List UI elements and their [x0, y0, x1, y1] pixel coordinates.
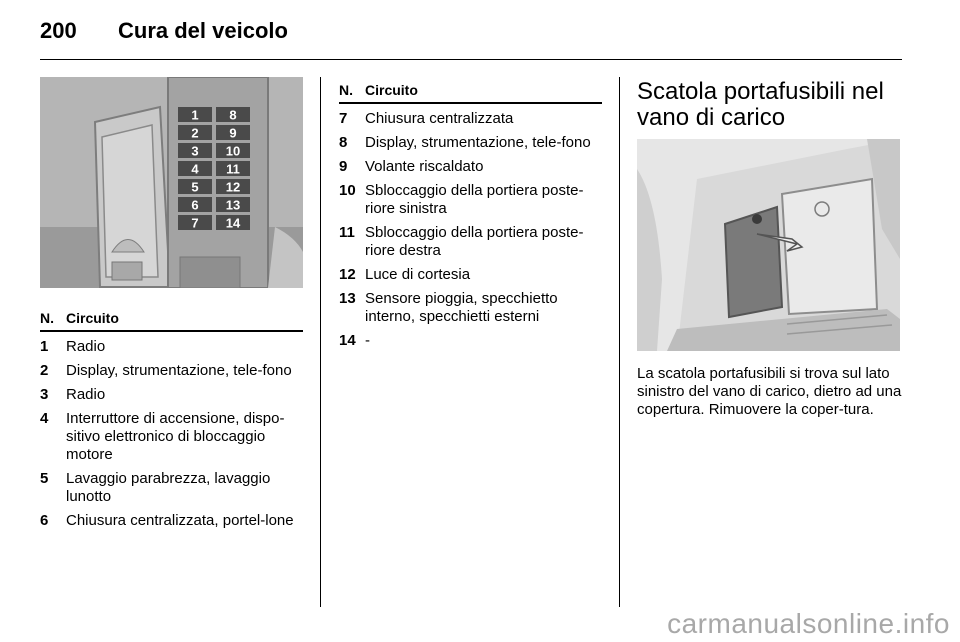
fuse-number: 9: [339, 158, 348, 175]
section-title: Scatola portafusibili nel vano di carico: [637, 78, 884, 131]
page-number: 200: [40, 18, 77, 43]
table-header-middle: [339, 80, 602, 104]
circuit-description: Interruttore di accensione, dispo-sitivo elettronico di bloccaggio motore: [66, 410, 285, 463]
column-divider-1: [320, 77, 321, 607]
fuse-label-number: 13: [225, 197, 241, 213]
fuse-label-number: 6: [191, 197, 199, 213]
watermark: carmanualsonline.info: [667, 608, 950, 639]
fuse-label-number: 2: [191, 125, 199, 141]
table-row: [339, 134, 602, 152]
fuse-table-left: [40, 332, 303, 530]
cargo-area-illustration: [637, 139, 900, 351]
table-row: [40, 386, 303, 404]
circuit-description: Chiusura centralizzata, portel-lone: [66, 512, 294, 529]
circuit-description: Sensore pioggia, specchietto interno, specchietti esterni: [365, 290, 558, 325]
circuit-description: Radio: [66, 338, 106, 355]
fuse-box-illustration: [40, 77, 303, 288]
fuse-label-number: 7: [191, 215, 199, 231]
cargo-area-image: [637, 139, 900, 351]
column-divider-2: [619, 77, 620, 607]
table-row: [339, 110, 602, 128]
table-row: [339, 290, 602, 326]
table-row: [40, 410, 303, 464]
fuse-label-number: 14: [225, 215, 241, 231]
fuse-number: 13: [339, 290, 356, 307]
fuse-number: 12: [339, 266, 356, 283]
fuse-number: 8: [339, 134, 348, 151]
circuit-description: Lavaggio parabrezza, lavaggio lunotto: [66, 470, 271, 505]
fuse-number: 11: [339, 224, 355, 241]
column-header-n: N.: [40, 310, 54, 326]
circuit-description: Volante riscaldato: [365, 158, 484, 175]
fuse-label-number: 11: [226, 161, 240, 177]
fuse-table-middle: [339, 104, 602, 350]
table-row: [40, 512, 303, 530]
circuit-description: -: [365, 332, 370, 349]
fuse-label-number: 10: [225, 143, 241, 159]
fuse-label-number: 9: [229, 125, 237, 141]
fuse-number: 5: [40, 470, 49, 487]
column-header-circuit: Circuito: [66, 310, 119, 326]
table-row: [40, 362, 303, 380]
circuit-description: Display, strumentazione, tele-fono: [66, 362, 292, 379]
fuse-label-number: 4: [191, 161, 199, 177]
table-row: [339, 158, 602, 176]
circuit-description: Radio: [66, 386, 106, 403]
table-row: [339, 224, 602, 260]
table-row: [339, 332, 602, 350]
table-row: [40, 338, 303, 356]
column-right: [637, 77, 902, 419]
circuit-description: Sbloccaggio della portiera poste-riore sinistra: [365, 182, 584, 217]
fuse-number: 3: [40, 386, 49, 403]
table-header-left: [40, 308, 303, 332]
fuse-label-number: 12: [225, 179, 241, 195]
fuse-number: 4: [40, 410, 49, 427]
table-row: [339, 182, 602, 218]
page-header: [40, 18, 288, 48]
circuit-description: Sbloccaggio della portiera poste-riore destra: [365, 224, 584, 259]
fuse-label-number: 3: [191, 143, 199, 159]
table-row: [40, 470, 303, 506]
circuit-description: Display, strumentazione, tele-fono: [365, 134, 591, 151]
fuse-label-number: 5: [191, 179, 199, 195]
fuse-label-number: 8: [229, 107, 237, 123]
column-left: [40, 77, 303, 530]
circuit-description: Luce di cortesia: [365, 266, 471, 283]
fuse-box-image: [40, 77, 303, 288]
fuse-number: 7: [339, 110, 348, 127]
fuse-number: 2: [40, 362, 49, 379]
column-header-circuit: Circuito: [365, 82, 418, 98]
circuit-description: Chiusura centralizzata: [365, 110, 514, 127]
table-row: [339, 266, 602, 284]
section-body: La scatola portafusibili si trova sul lato sinistro del vano di carico, dietro ad una copertura. Rimuovere la coper-tura.: [637, 365, 902, 418]
column-middle: [339, 80, 602, 350]
fuse-number: 14: [339, 332, 356, 349]
column-header-n: N.: [339, 82, 353, 98]
fuse-label-number: 1: [191, 107, 199, 123]
page-title: Cura del veicolo: [118, 18, 288, 43]
fuse-number: 6: [40, 512, 49, 529]
header-rule: [40, 59, 902, 60]
fuse-number: 10: [339, 182, 356, 199]
fuse-number: 1: [40, 338, 49, 355]
